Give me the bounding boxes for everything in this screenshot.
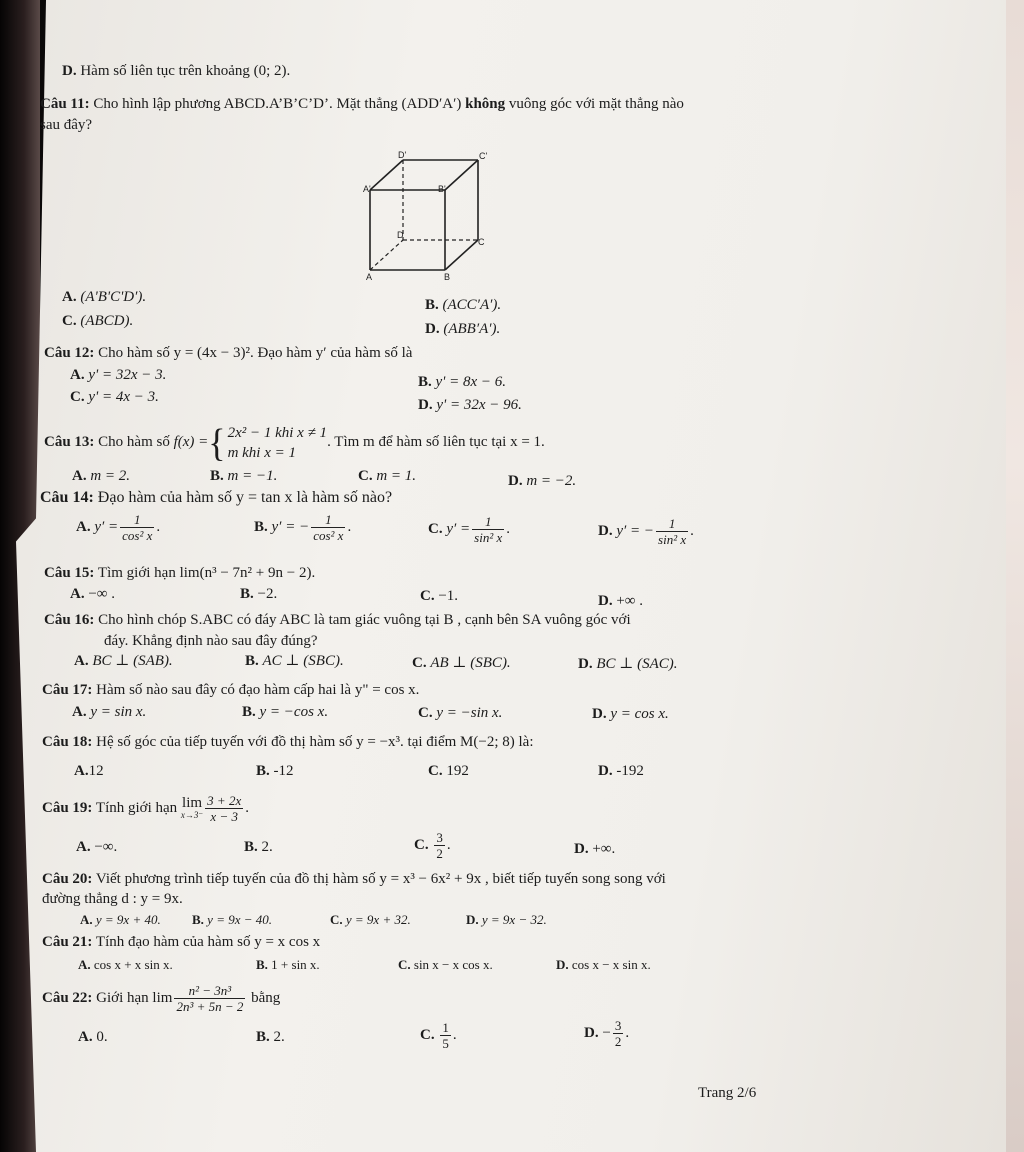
fraction: $\frac{1}{\text{sin² x}}$ [658, 516, 687, 547]
q14-option-d: D. y′ = − $\frac{1}{\text{sin² x}}$ . [598, 516, 694, 547]
q13-option-b: B. m = −1. [210, 468, 278, 484]
cube-figure [360, 150, 510, 285]
edge-a1d1 [370, 160, 403, 190]
fraction: $\frac{3 + 2x}{x - 3}$ [207, 793, 242, 825]
q12-option-a: A. y' = 32x − 3. [70, 367, 167, 383]
fraction: $\frac{3}{2}$ [614, 1018, 622, 1049]
q19-option-c: C. $\frac{3}{2}$ . [414, 830, 451, 861]
q17-option-d: D. y = cos x. [592, 706, 669, 722]
q18-stem: Câu 18: Hệ số góc của tiếp tuyến với đồ thị hàm số y = −x³. tại điểm M(−2; 8) là: [42, 734, 534, 750]
q19-option-b: B. 2. [244, 839, 273, 855]
q12-stem: Câu 12: Cho hàm số y = (4x − 3)². Đạo hàm y′ của hàm số là [44, 345, 413, 361]
q11-option-a: A. (A'B'C'D′). [62, 289, 147, 305]
q16-stem-cont: đáy. Khẳng định nào sau đây đúng? [104, 633, 318, 649]
q17-stem: Câu 17: Hàm số nào sau đây có đạo hàm cấp hai là y" = cos x. [42, 682, 420, 698]
fraction: $\frac{1}{\text{cos² x}}$ [313, 512, 344, 543]
label-a1: A' [363, 184, 371, 194]
q16-option-b: B. AC ⊥ (SBC). [245, 653, 344, 669]
fraction: $\frac{1}{\text{cos² x}}$ [122, 512, 153, 543]
q22-option-d: D. − $\frac{3}{2}$ . [584, 1018, 630, 1049]
q18-option-c: C. 192 [428, 763, 469, 779]
q17-option-b: B. y = −cos x. [242, 704, 329, 720]
fraction: $\frac{1}{5}$ [442, 1020, 449, 1051]
label-c1: C' [479, 151, 488, 161]
edge-bc [445, 240, 478, 270]
q21-option-d: D. cos x − x sin x. [556, 957, 651, 972]
fraction: $\frac{\text{n² − 3n³}}{\text{2n³ + 5n − 2}}$ [176, 983, 244, 1015]
label-d: D [397, 230, 404, 240]
fraction: $\frac{1}{\text{sin² x}}$ [474, 514, 503, 545]
brace-symbol: { [208, 420, 226, 465]
q10-option-d: D. Hàm số liên tục trên khoảng (0; 2). [62, 63, 291, 79]
q20-option-b: B. y = 9x − 40. [192, 912, 273, 927]
q20-option-c: C. y = 9x + 32. [330, 912, 411, 927]
q22-option-c: C. $\frac{1}{5}$ . [420, 1020, 457, 1051]
q19-stem: Câu 19: Tính giới hạn lim x→3⁻ $\frac{3 + 2x}{x - 3}$ . [42, 793, 249, 825]
q11-option-c: C. (ABCD). [62, 313, 134, 329]
q20-stem: Câu 20: Viết phương trình tiếp tuyến của đồ thị hàm số y = x³ − 6x² + 9x , biết tiếp tuyến song song với [42, 871, 666, 887]
q20-option-d: D. y = 9x − 32. [466, 912, 547, 927]
limit-operator: lim x→3⁻ [180, 794, 204, 820]
label-d1: D' [398, 150, 407, 160]
q21-option-c: C. sin x − x cos x. [398, 957, 493, 972]
q13-option-d: D. m = −2. [508, 473, 577, 489]
q21-option-a: A. cos x + x sin x. [78, 957, 173, 972]
q21-stem: Câu 21: Tính đạo hàm của hàm số y = x cos x [42, 934, 321, 950]
piecewise: 2x² − 1 khi x ≠ 1 m khi x = 1 [227, 424, 328, 461]
q15-option-c: C. −1. [420, 588, 459, 604]
q13-option-c: C. m = 1. [358, 468, 417, 484]
q14-stem: Câu 14: Đạo hàm của hàm số y = tan x là hàm số nào? [40, 489, 393, 506]
edge-b1c1 [445, 160, 478, 190]
q19-option-d: D. +∞. [574, 841, 616, 857]
q20-option-a: A. y = 9x + 40. [80, 912, 161, 927]
q18-option-d: D. -192 [598, 763, 644, 779]
q12-option-c: C. y' = 4x − 3. [70, 389, 159, 405]
q11-stem: Câu 11: Cho hình lập phương ABCD.A’B’C’D’. Mặt thẳng (ADD′A′) không vuông góc với mặt thẳng nào [40, 96, 684, 112]
q14-option-a: A. y′ = $\frac{1}{\text{cos² x}}$ . [76, 512, 161, 543]
q12-option-d: D. y' = 32x − 96. [418, 397, 522, 413]
q11-option-d: D. (ABB′A′). [425, 321, 501, 337]
q16-option-a: A. BC ⊥ (SAB). [74, 653, 173, 669]
label-a: A [366, 272, 373, 282]
q18-option-b: B. -12 [256, 763, 294, 779]
q16-option-c: C. AB ⊥ (SBC). [412, 655, 511, 671]
q16-stem: Câu 16: Cho hình chóp S.ABC có đáy ABC là tam giác vuông tại B , cạnh bên SA vuông góc với [44, 612, 631, 628]
q16-option-d: D. BC ⊥ (SAC). [578, 656, 678, 672]
label-b: B [444, 272, 451, 282]
q19-option-a: A. −∞. [76, 839, 118, 855]
label-c: C [478, 237, 485, 247]
fraction: $\frac{3}{2}$ [436, 830, 443, 861]
q14-option-b: B. y′ = − $\frac{1}{\text{cos² x}}$ . [254, 512, 352, 543]
q15-option-a: A. −∞ . [70, 586, 115, 602]
q12-option-b: B. y' = 8x − 6. [418, 374, 507, 390]
q18-option-a: A.12 [74, 763, 104, 779]
q20-stem-cont: đường thẳng d : y = 9x. [42, 891, 183, 907]
label-b1: B' [438, 184, 446, 194]
q11-option-b: B. (ACC′A′). [425, 297, 502, 313]
q13-stem: Câu 13: Cho hàm số f(x) ={ 2x² − 1 khi x ≠ 1 m khi x = 1 . Tìm m để hàm số liên tục tại x = 1. [44, 420, 545, 465]
q15-option-b: B. −2. [240, 586, 278, 602]
q21-option-b: B. 1 + sin x. [256, 957, 320, 972]
q22-option-a: A. 0. [78, 1029, 108, 1045]
page-number: Trang 2/6 [698, 1085, 757, 1101]
q15-option-d: D. +∞ . [598, 593, 643, 609]
q17-option-a: A. y = sin x. [72, 704, 147, 720]
edge-ad [370, 240, 403, 270]
q22-option-b: B. 2. [256, 1029, 285, 1045]
q11-stem-cont: sau đây? [40, 117, 93, 133]
q14-option-c: C. y′ = $\frac{1}{\text{sin² x}}$ . [428, 514, 510, 545]
q22-stem: Câu 22: Giới hạn lim $\frac{\text{n² − 3n³}}{\text{2n³ + 5n − 2}}$ bằng [42, 983, 281, 1015]
q15-stem: Câu 15: Tìm giới hạn lim(n³ − 7n² + 9n − 2). [44, 565, 316, 581]
q17-option-c: C. y = −sin x. [418, 705, 503, 721]
q13-option-a: A. m = 2. [72, 468, 131, 484]
